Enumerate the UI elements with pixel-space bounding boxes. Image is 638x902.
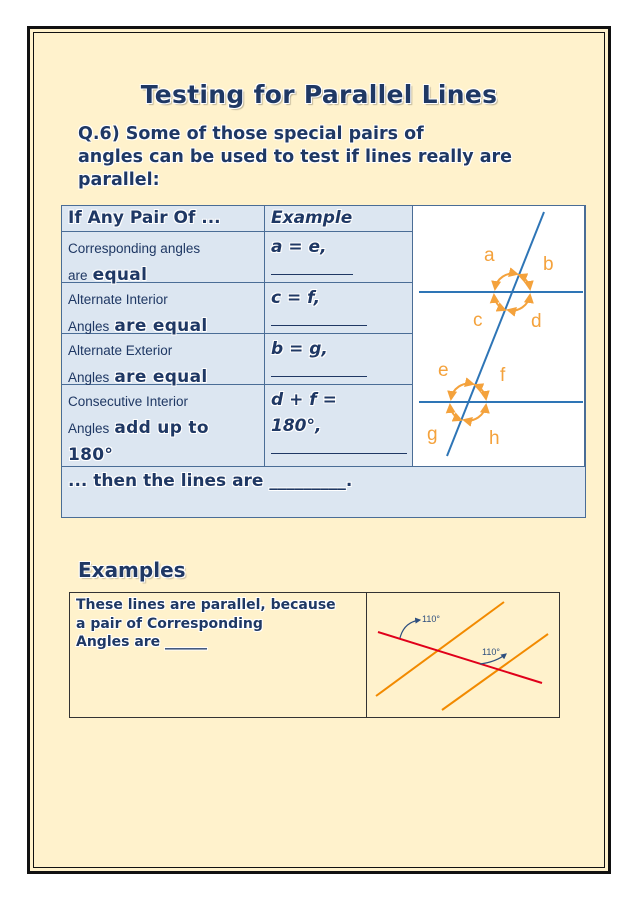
- header-example: Example: [265, 206, 413, 232]
- angle-label-1: 110°: [422, 614, 440, 624]
- label-e: e: [438, 360, 449, 381]
- transversal-line: [447, 212, 544, 456]
- question-line-2: angles can be used to test if lines really are: [78, 147, 512, 167]
- arc-b-icon: [519, 275, 530, 289]
- example-line-1: These lines are parallel, because: [76, 597, 336, 613]
- row-alt-interior-condition: [62, 283, 265, 334]
- answer-blank: [271, 362, 367, 377]
- examples-table: [69, 592, 560, 718]
- cond-text: are: [68, 268, 88, 283]
- cond-text: Angles: [68, 421, 110, 436]
- header-condition: If Any Pair Of ...: [62, 206, 265, 232]
- cond-emphasis: add up to: [114, 418, 209, 438]
- arc-f-icon: [475, 385, 486, 399]
- cond-emphasis: are equal: [114, 367, 208, 387]
- label-g: g: [427, 424, 438, 445]
- example-text: a = e,: [271, 237, 327, 257]
- answer-blank: [271, 260, 353, 275]
- question-text: [78, 123, 578, 192]
- example-statement: [76, 596, 361, 652]
- parallel-lines-diagram: [413, 206, 585, 467]
- cond-text: Angles: [68, 370, 110, 385]
- example-line-2: a pair of Corresponding: [76, 615, 263, 632]
- examples-title: Examples: [78, 558, 186, 582]
- angle-label-2: 110°: [482, 647, 500, 657]
- question-line-1: Q.6) Some of those special pairs of: [78, 124, 424, 144]
- page-title: Testing for Parallel Lines: [140, 80, 498, 109]
- cond-emphasis: are equal: [114, 316, 208, 336]
- cond-text: Alternate Exterior: [68, 343, 173, 358]
- example-text: d + f =: [271, 390, 337, 410]
- example-text: 180°,: [271, 416, 322, 436]
- row-consecutive-interior-example: [265, 385, 413, 467]
- row-corresponding-condition: [62, 232, 265, 283]
- arc-g-icon: [450, 405, 461, 420]
- label-d: d: [531, 311, 542, 332]
- cond-emphasis: equal: [92, 265, 148, 285]
- corresponding-angles-figure: [372, 598, 552, 713]
- diagram-cell: [413, 206, 585, 467]
- example-line-3: Angles are ______: [76, 634, 208, 650]
- parallel-test-table: [61, 205, 586, 518]
- arc-c-icon: [494, 295, 505, 310]
- examples-divider: [366, 593, 367, 717]
- label-b: b: [543, 254, 554, 275]
- row-corresponding-example: [265, 232, 413, 283]
- answer-blank: [271, 311, 367, 326]
- label-a: a: [484, 245, 495, 266]
- cond-text: Consecutive Interior: [68, 394, 189, 409]
- cond-text: Alternate Interior: [68, 292, 168, 307]
- cond-text: Angles: [68, 319, 110, 334]
- row-alt-exterior-example: [265, 334, 413, 385]
- cond-text: Corresponding angles: [68, 241, 201, 256]
- label-c: c: [473, 310, 483, 331]
- row-alt-exterior-condition: [62, 334, 265, 385]
- example-text: c = f,: [271, 288, 321, 308]
- table-footer: ... then the lines are _________.: [68, 471, 353, 491]
- cond-emphasis: 180°: [68, 445, 114, 465]
- row-alt-interior-example: [265, 283, 413, 334]
- label-h: h: [489, 428, 500, 449]
- arc-d-icon: [508, 295, 530, 310]
- example-text: b = g,: [271, 339, 328, 359]
- row-consecutive-interior-condition: [62, 385, 265, 467]
- label-f: f: [500, 365, 506, 386]
- answer-blank: [271, 439, 407, 454]
- question-line-3: parallel:: [78, 170, 160, 190]
